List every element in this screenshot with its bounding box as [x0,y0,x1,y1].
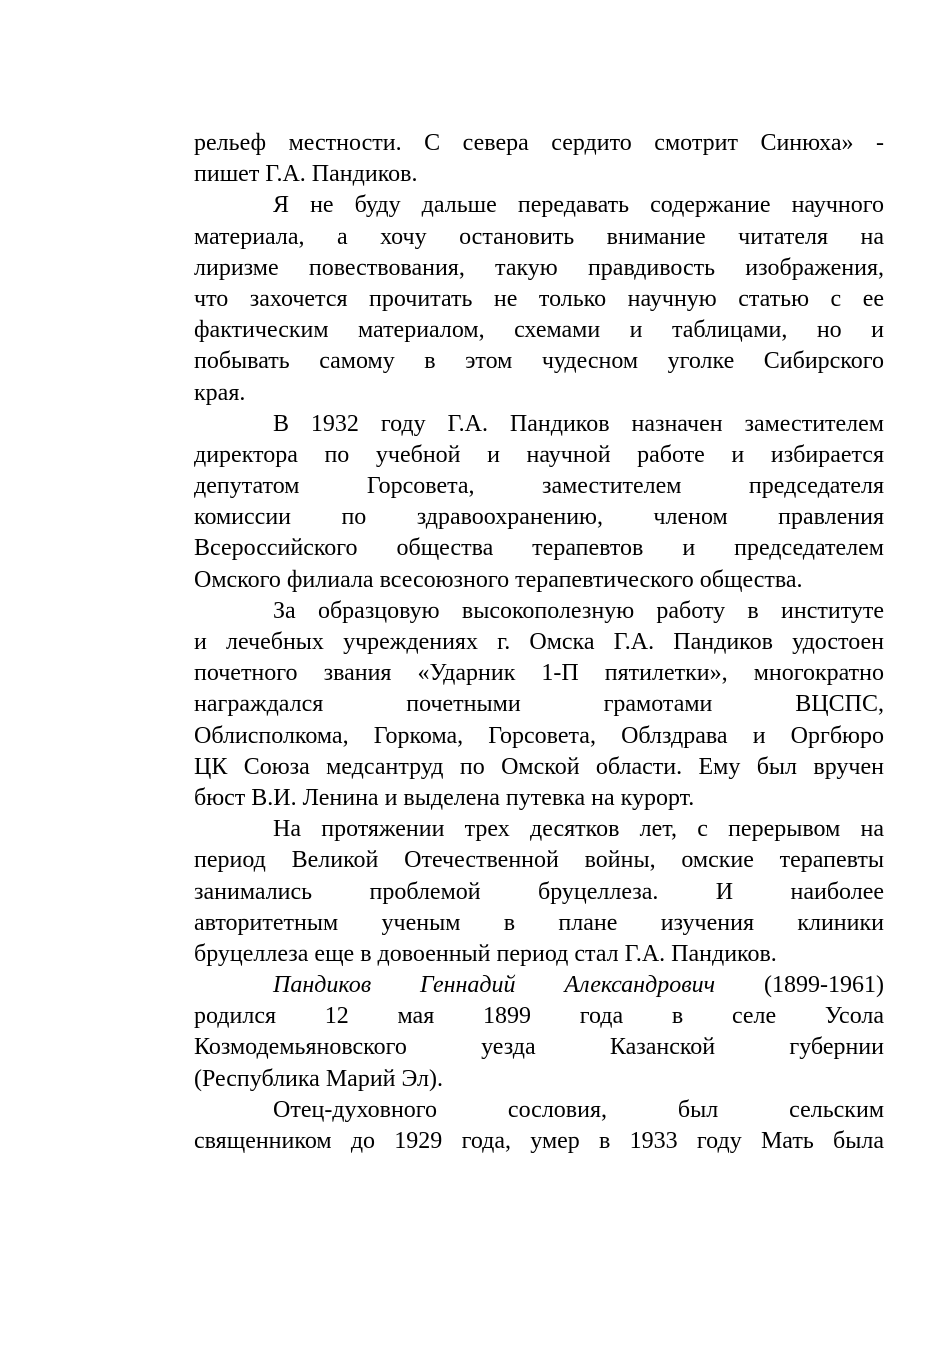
text-body [194,128,884,1157]
paragraph [194,814,884,970]
text-line: бруцеллеза еще в довоенный период стал Г.А. Пандиков. [194,940,777,967]
text-line: священником до 1929 года, умер в 1933 году Мать была [194,1128,884,1154]
text-line: На протяжении трех десятков лет, с перерывом на [273,816,884,843]
text-line: период Великой Отечественной войны, омские терапевты [194,847,884,874]
text-line: что захочется прочитать не только научную статью с ее [194,285,884,312]
text-line: авторитетным ученым в плане изучения клиники [194,909,884,936]
person-name: Пандиков Геннадий Александрович [273,972,716,999]
life-dates: (1899-1961) [715,972,884,999]
text-line: края. [194,379,246,406]
text-line: награждался почетными грамотами ВЦСПС, [194,691,884,718]
text-line: фактическим материалом, схемами и таблицами, но и [194,317,884,344]
text-line: (Республика Марий Эл). [194,1065,444,1092]
text-line: комиссии по здравоохранению, членом правления [194,504,884,531]
text-line: директора по учебной и научной работе и избирается [194,441,884,468]
paragraph [194,970,884,1095]
text-line: материала, а хочу остановить внимание читателя на [194,223,884,250]
text-line: ЦК Союза медсантруд по Омской области. Ему был вручен [194,753,884,780]
text-line: Всероссийского общества терапевтов и председателем [194,535,884,562]
text-line: За образцовую высокополезную работу в институте [273,597,884,624]
text-line: Отец-духовного сословия, был сельским [273,1096,884,1123]
text-line: Облисполкома, Горкома, Горсовета, Облздрава и Оргбюро [194,722,884,749]
paragraph [194,596,884,814]
text-line: Козмодемьяновского уезда Казанской губернии [194,1034,884,1061]
text-line: депутатом Горсовета, заместителем председателя [194,473,884,500]
text-line: занимались проблемой бруцеллеза. И наиболее [194,878,884,905]
paragraph [194,409,884,596]
text-line: рельеф местности. С севера сердито смотрит Синюха» - [194,130,884,156]
paragraph [194,190,884,408]
text-line: Я не буду дальше передавать содержание научного [273,192,884,219]
text-line [194,970,884,1001]
text-line: лиризме повествования, такую правдивость изображения, [194,254,884,281]
text-line: почетного звания «Ударник 1-П пятилетки», многократно [194,660,884,687]
text-line: побывать самому в этом чудесном уголке Сибирского [194,348,884,375]
text-line: Омского филиала всесоюзного терапевтического общества. [194,566,803,593]
text-line: и лечебных учреждениях г. Омска Г.А. Пандиков удостоен [194,629,884,655]
text-line: бюст В.И. Ленина и выделена путевка на курорт. [194,784,695,811]
text-line: родился 12 мая 1899 года в селе Усола [194,1003,884,1030]
paragraph [194,128,884,190]
paragraph [194,1095,884,1157]
text-line: В 1932 году Г.А. Пандиков назначен заместителем [273,410,884,437]
text-line: пишет Г.А. Пандиков. [194,161,418,188]
